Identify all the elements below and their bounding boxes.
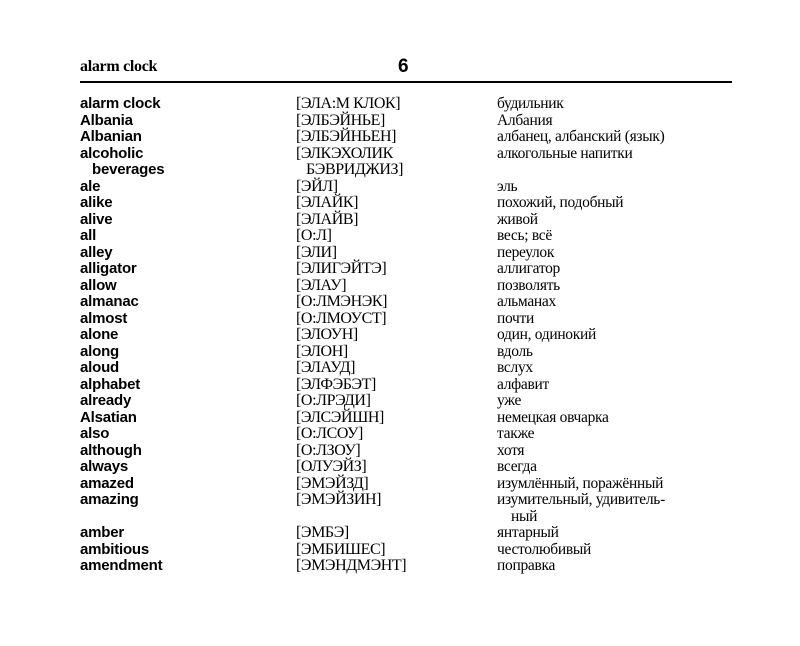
entry-headword bbox=[80, 113, 133, 130]
entry-transcription-line: [ЭЛАЙК] bbox=[296, 194, 359, 211]
entry-headword bbox=[80, 228, 96, 245]
dictionary-entry bbox=[0, 327, 800, 344]
entry-headword bbox=[80, 311, 127, 328]
entry-transcription bbox=[296, 179, 338, 196]
entry-headword-line: ambitious bbox=[80, 540, 150, 558]
entry-headword bbox=[80, 129, 142, 146]
entry-transcription bbox=[296, 377, 376, 394]
entry-transcription bbox=[296, 278, 346, 295]
entry-translation bbox=[497, 278, 560, 295]
entry-headword-line: alphabet bbox=[80, 375, 141, 393]
entry-transcription bbox=[296, 245, 337, 262]
entry-transcription bbox=[296, 294, 387, 311]
entry-headword-line: Alsatian bbox=[80, 408, 137, 426]
entry-transcription bbox=[296, 344, 348, 361]
entry-transcription bbox=[296, 360, 355, 377]
entry-headword-line: alligator bbox=[80, 260, 137, 277]
entry-translation bbox=[497, 360, 533, 377]
entry-transcription-line: [О:ЛРЭДИ] bbox=[296, 392, 371, 409]
entry-headword bbox=[80, 212, 112, 229]
entry-headword-line: alone bbox=[80, 326, 119, 343]
entry-transcription bbox=[296, 212, 358, 229]
dictionary-entry bbox=[0, 525, 800, 542]
running-head: alarm clock bbox=[80, 58, 158, 75]
dictionary-entry bbox=[0, 245, 800, 262]
dictionary-entry bbox=[0, 459, 800, 476]
entry-translation-line: янтарный bbox=[497, 524, 559, 541]
dictionary-entry bbox=[0, 558, 800, 575]
entry-translation bbox=[497, 426, 534, 443]
dictionary-entry bbox=[0, 129, 800, 146]
entry-translation-line: Албания bbox=[497, 111, 553, 129]
entry-translation-line: весь; всё bbox=[497, 227, 552, 244]
entry-transcription bbox=[296, 228, 332, 245]
entry-translation bbox=[497, 558, 555, 575]
dictionary-entry bbox=[0, 212, 800, 229]
entry-headword-line: ale bbox=[80, 177, 101, 195]
entry-headword bbox=[80, 245, 112, 262]
entry-translation-line: честолюбивый bbox=[497, 540, 591, 558]
entry-transcription bbox=[296, 327, 358, 344]
entry-transcription bbox=[296, 558, 406, 575]
entry-headword-line: alarm clock bbox=[80, 95, 161, 112]
entry-headword bbox=[80, 525, 124, 542]
dictionary-entry bbox=[0, 492, 800, 525]
entry-transcription-line: [ЭЛСЭЙШН] bbox=[296, 408, 384, 426]
entry-transcription bbox=[296, 459, 366, 476]
entry-translation bbox=[497, 327, 596, 344]
entry-headword-line: already bbox=[80, 392, 132, 409]
entry-headword-line: alcoholic bbox=[80, 144, 144, 162]
entry-headword-line: all bbox=[80, 227, 97, 244]
entry-translation-line: поправка bbox=[497, 557, 556, 574]
dictionary-entry bbox=[0, 146, 800, 179]
entry-transcription-line: [ЭМЭНДМЭНТ] bbox=[296, 557, 407, 574]
entry-translation bbox=[497, 542, 591, 559]
entry-transcription-line: [ЭМБИШЕС] bbox=[296, 540, 386, 558]
entry-translation-line: альманах bbox=[497, 293, 556, 310]
entry-transcription bbox=[296, 96, 400, 113]
entry-transcription-line: [ЭЛБЭЙНЬЕН] bbox=[296, 128, 397, 145]
entry-headword-line: amazing bbox=[80, 491, 139, 508]
dictionary-entry bbox=[0, 393, 800, 410]
entry-transcription bbox=[296, 146, 403, 179]
entry-headword-line: alike bbox=[80, 194, 113, 211]
entry-headword-line: always bbox=[80, 458, 129, 475]
entry-headword bbox=[80, 146, 164, 179]
entry-transcription bbox=[296, 410, 384, 427]
entry-headword-line: although bbox=[80, 441, 142, 459]
entry-headword bbox=[80, 360, 119, 377]
dictionary-entry bbox=[0, 360, 800, 377]
entry-translation-line: алфавит bbox=[497, 375, 549, 393]
entry-translation-line: аллигатор bbox=[497, 260, 560, 277]
entry-headword bbox=[80, 327, 118, 344]
dictionary-entry bbox=[0, 476, 800, 493]
entry-transcription-line: [ЭЛИ] bbox=[296, 243, 337, 261]
dictionary-entry bbox=[0, 344, 800, 361]
entry-translation bbox=[497, 410, 609, 427]
entry-translation-line: также bbox=[497, 425, 535, 442]
entry-transcription-line: [ЭЛАУД] bbox=[296, 359, 356, 376]
entry-headword bbox=[80, 278, 117, 295]
entry-transcription-line: [О:ЛМОУСТ] bbox=[296, 309, 387, 327]
entry-transcription bbox=[296, 492, 381, 509]
entry-transcription bbox=[296, 261, 386, 278]
entry-headword-line: almanac bbox=[80, 293, 139, 310]
entry-translation bbox=[497, 261, 560, 278]
entry-transcription-line: [ЭМЭЙЗИН] bbox=[296, 491, 382, 508]
entry-transcription-line: [ЭЛОН] bbox=[296, 342, 348, 360]
entry-translation-line: изумлённый, поражённый bbox=[497, 474, 664, 492]
entry-translation-line: всегда bbox=[497, 458, 537, 475]
entry-translation-line: вдоль bbox=[497, 342, 533, 360]
entry-transcription-line: [ЭЛАУ] bbox=[296, 276, 347, 294]
entry-headword bbox=[80, 492, 139, 509]
entry-list bbox=[0, 96, 800, 575]
entry-translation bbox=[497, 96, 563, 113]
entry-translation bbox=[497, 443, 524, 460]
entry-translation bbox=[497, 311, 534, 328]
entry-transcription-line: [О:ЛЗОУ] bbox=[296, 441, 361, 459]
entry-translation-line: почти bbox=[497, 309, 535, 327]
entry-translation bbox=[497, 525, 559, 542]
entry-translation-line: албанец, албанский (язык) bbox=[497, 128, 665, 145]
entry-transcription-line: БЭВРИДЖИЗ] bbox=[306, 161, 404, 178]
entry-headword-line: Albania bbox=[80, 111, 133, 129]
entry-translation bbox=[497, 459, 537, 476]
entry-transcription-line: [ОЛУЭЙЗ] bbox=[296, 458, 367, 475]
entry-headword bbox=[80, 377, 140, 394]
entry-translation bbox=[497, 146, 633, 163]
dictionary-entry bbox=[0, 426, 800, 443]
entry-transcription bbox=[296, 542, 385, 559]
dictionary-entry bbox=[0, 195, 800, 212]
entry-translation bbox=[497, 195, 623, 212]
dictionary-entry bbox=[0, 179, 800, 196]
entry-translation bbox=[497, 228, 552, 245]
dictionary-entry bbox=[0, 410, 800, 427]
entry-translation-line: будильник bbox=[497, 95, 564, 112]
entry-translation bbox=[497, 377, 549, 394]
entry-translation-line: эль bbox=[497, 177, 518, 195]
entry-translation-line: уже bbox=[497, 392, 522, 409]
dictionary-entry bbox=[0, 377, 800, 394]
entry-headword-line: allow bbox=[80, 276, 117, 294]
entry-transcription bbox=[296, 311, 386, 328]
entry-translation bbox=[497, 113, 552, 130]
dictionary-entry bbox=[0, 443, 800, 460]
entry-headword-line: along bbox=[80, 342, 119, 360]
entry-translation-line: живой bbox=[497, 210, 538, 228]
entry-transcription-line: [ЭМБЭ] bbox=[296, 524, 349, 541]
entry-transcription-line: [О:ЛМЭНЭК] bbox=[296, 293, 388, 310]
entry-headword bbox=[80, 410, 137, 427]
entry-headword bbox=[80, 179, 100, 196]
entry-headword bbox=[80, 261, 137, 278]
entry-transcription-line: [ЭЛАЙВ] bbox=[296, 210, 359, 228]
entry-headword bbox=[80, 294, 139, 311]
entry-headword bbox=[80, 393, 131, 410]
entry-headword bbox=[80, 443, 142, 460]
entry-transcription-line: [ЭЛОУН] bbox=[296, 326, 358, 343]
entry-translation-line: переулок bbox=[497, 243, 555, 261]
dictionary-entry bbox=[0, 113, 800, 130]
dictionary-entry bbox=[0, 96, 800, 113]
entry-headword-line: also bbox=[80, 425, 110, 442]
entry-transcription-line: [ЭЛБЭЙНЬЕ] bbox=[296, 111, 385, 129]
entry-transcription bbox=[296, 525, 349, 542]
entry-transcription-line: [ЭЛА:М КЛОК] bbox=[296, 95, 401, 112]
entry-translation bbox=[497, 476, 663, 493]
entry-transcription bbox=[296, 476, 368, 493]
entry-transcription-line: [О:Л] bbox=[296, 227, 332, 244]
dictionary-entry bbox=[0, 294, 800, 311]
entry-translation bbox=[497, 129, 664, 146]
entry-transcription bbox=[296, 129, 396, 146]
entry-translation bbox=[497, 212, 538, 229]
entry-transcription-line: [О:ЛСОУ] bbox=[296, 425, 363, 442]
entry-headword-line: Albanian bbox=[80, 128, 142, 145]
entry-transcription bbox=[296, 113, 385, 130]
entry-headword-line: amazed bbox=[80, 474, 134, 492]
header-rule bbox=[80, 81, 732, 83]
entry-headword-line: alley bbox=[80, 243, 113, 261]
entry-headword bbox=[80, 426, 109, 443]
dictionary-entry bbox=[0, 278, 800, 295]
entry-headword bbox=[80, 195, 112, 212]
entry-headword-line: aloud bbox=[80, 359, 119, 376]
entry-translation bbox=[497, 179, 517, 196]
dictionary-entry bbox=[0, 261, 800, 278]
entry-headword-line: almost bbox=[80, 309, 128, 327]
entry-translation-line: ный bbox=[511, 507, 538, 525]
entry-translation-line: изумительный, удивитель- bbox=[497, 491, 665, 508]
entry-headword bbox=[80, 96, 160, 113]
entry-translation-line: один, одинокий bbox=[497, 326, 596, 343]
entry-headword bbox=[80, 344, 119, 361]
entry-transcription-line: [ЭЛФЭБЭТ] bbox=[296, 375, 376, 393]
entry-translation-line: позволять bbox=[497, 276, 560, 294]
entry-headword bbox=[80, 558, 162, 575]
entry-headword-line: amber bbox=[80, 524, 125, 541]
entry-translation-line: алкогольные напитки bbox=[497, 144, 633, 162]
entry-headword-line: amendment bbox=[80, 557, 163, 574]
entry-translation bbox=[497, 492, 665, 525]
entry-transcription-line: [ЭЛИГЭЙТЭ] bbox=[296, 260, 387, 277]
entry-translation bbox=[497, 245, 554, 262]
entry-transcription-line: [ЭЛКЭХОЛИК bbox=[296, 144, 393, 162]
entry-headword bbox=[80, 476, 134, 493]
entry-translation-line: хотя bbox=[497, 441, 525, 459]
entry-translation-line: вслух bbox=[497, 359, 533, 376]
entry-transcription-line: [ЭЙЛ] bbox=[296, 177, 338, 195]
entry-headword bbox=[80, 459, 128, 476]
entry-headword bbox=[80, 542, 149, 559]
entry-translation bbox=[497, 393, 521, 410]
dictionary-entry bbox=[0, 228, 800, 245]
entry-transcription bbox=[296, 443, 360, 460]
entry-transcription bbox=[296, 195, 358, 212]
entry-headword-line: alive bbox=[80, 210, 113, 228]
entry-transcription bbox=[296, 393, 371, 410]
entry-translation-line: немецкая овчарка bbox=[497, 408, 609, 426]
entry-translation bbox=[497, 344, 533, 361]
entry-translation bbox=[497, 294, 556, 311]
entry-transcription-line: [ЭМЭЙЗД] bbox=[296, 474, 369, 492]
page-number: 6 bbox=[398, 56, 409, 77]
dictionary-entry bbox=[0, 542, 800, 559]
entry-headword-line: beverages bbox=[92, 161, 165, 178]
entry-transcription bbox=[296, 426, 363, 443]
entry-translation-line: похожий, подобный bbox=[497, 194, 624, 211]
dictionary-entry bbox=[0, 311, 800, 328]
